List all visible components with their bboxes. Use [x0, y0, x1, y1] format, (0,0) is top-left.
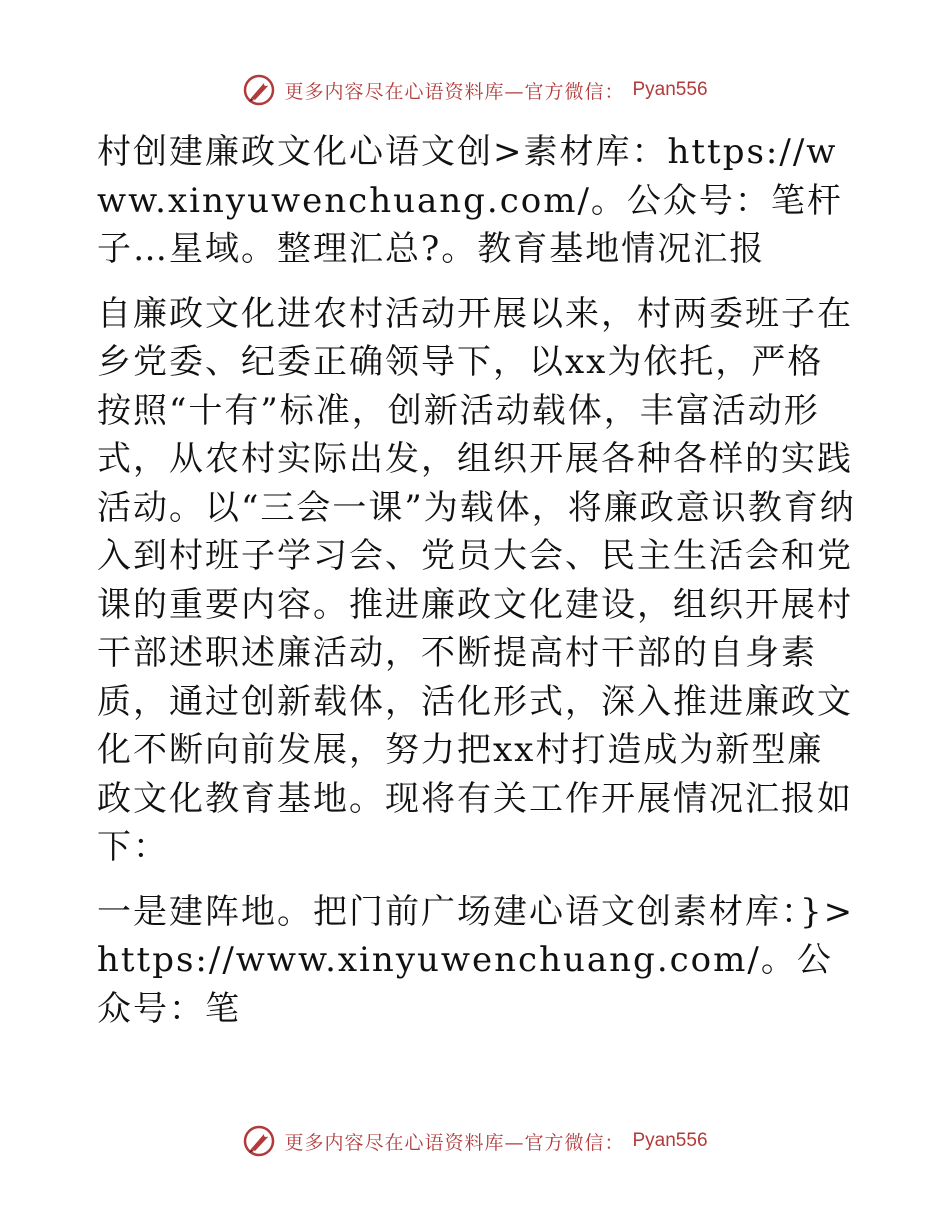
paragraph-point-one: 一是建阵地。把门前广场建心语文创素材库：}>https://www.xinyuwenchuang.com/。公众号：笔 [97, 891, 855, 1029]
watermark-contact: Pyan556 [632, 79, 708, 100]
watermark-text: 更多内容尽在心语资料库—官方微信： [284, 80, 625, 103]
paragraph-intro: 自廉政文化进农村活动开展以来，村两委班子在乡党委、纪委正确领导下，以xx为依托，严格按照“十有”标准，创新活动载体，丰富活动形式，从农村实际出发，组织开展各种各样的实践活动。以“三会一课”为载体，将廉政意识教育纳入到村班子学习会、党员大会、民主生活会和党课的重要内容。推进廉政文化建设，组织开展村干部述职述廉活动，不断提高村干部的自身素质，通过创新载体，活化形式，深入推进廉政文化不断向前发展，努力把xx村打造成为新型廉政文化教育基地。现将有关工作开展情况汇报如下： [97, 293, 856, 867]
watermark-contact: Pyan556 [632, 1130, 708, 1151]
pen-logo-icon [242, 73, 276, 107]
paragraph-title: 村创建廉政文化心语文创>素材库：https://www.xinyuwenchuang.com/。公众号：笔杆子…星域。整理汇总?。教育基地情况汇报 [97, 132, 843, 269]
document-body [97, 128, 857, 1033]
header-watermark [0, 70, 950, 110]
pen-logo-icon [242, 1124, 276, 1158]
watermark-text: 更多内容尽在心语资料库—官方微信： [284, 1131, 625, 1154]
footer-watermark [0, 1121, 950, 1161]
